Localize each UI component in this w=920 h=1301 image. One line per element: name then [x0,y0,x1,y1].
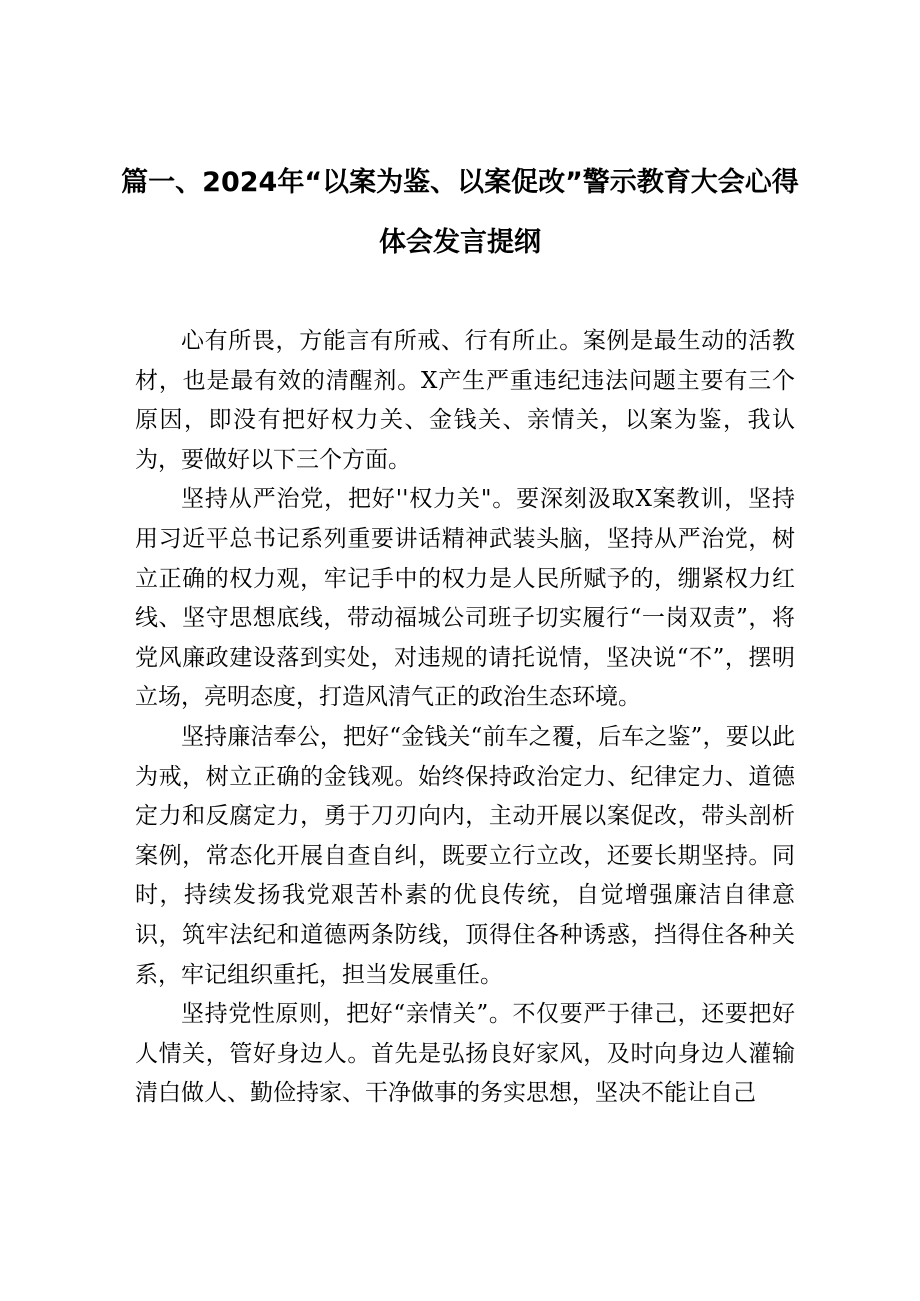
document-body [135,322,795,1114]
paragraph-money: 坚持廉洁奉公，把好“金钱关“前车之覆，后车之鉴”，要以此为戒，树立正确的金钱观。始终保持政治定力、纪律定力、道德定力和反腐定力，勇于刀刃向内，主动开展以案促改，带头剖析案例，常态化开展自查自纠，既要立行立改，还要长期坚持。同时，持续发扬我党艰苦朴素的优良传统，自觉增强廉洁自律意识，筑牢法纪和道德两条防线，顶得住各种诱惑，挡得住各种关系，牢记组织重托，担当发展重任。 [135,723,795,988]
document-title-line-1: 篇一、2024年“以案为鉴、以案促改”警示教育大会心得 [121,167,799,198]
paragraph-power: 坚持从严治党，把好''权力关"。要深刻汲取X案教训，坚持用习近平总书记系列重要讲话精神武装头脑，坚持从严治党，树立正确的权力观，牢记手中的权力是人民所赋予的，绷紧权力红线、坚守思想底线，带动福城公司班子切实履行“一岗双责”，将党风廉政建设落到实处，对违规的请托说情，坚决说“不”，摆明立场，亮明态度，打造风清气正的政治生态环境。 [135,486,795,711]
document-title-line-2: 体会发言提纲 [379,227,541,258]
paragraph-intro: 心有所畏，方能言有所戒、行有所止。案例是最生动的活教材，也是最有效的清醒剂。X产生严重违纪违法问题主要有三个原因，即没有把好权力关、金钱关、亲情关，以案为鉴，我认为，要做好以下三个方面。 [135,328,795,473]
paragraph-family: 坚持党性原则，把好“亲情关”。不仅要严于律己，还要把好人情关，管好身边人。首先是弘扬良好家风，及时向身边人灌输清白做人、勤俭持家、干净做事的务实思想，坚决不能让自己 [135,1001,795,1107]
